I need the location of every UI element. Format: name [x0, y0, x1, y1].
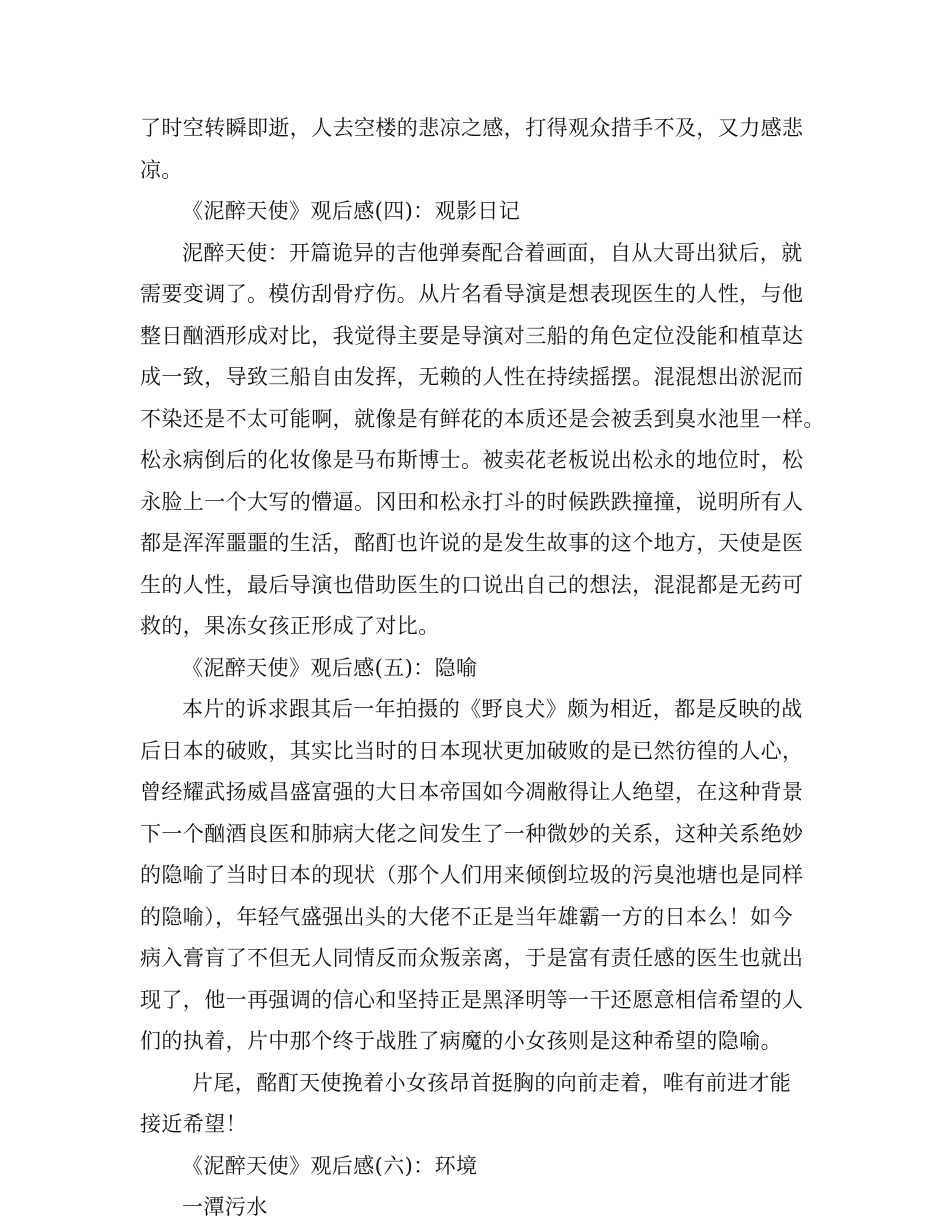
paragraph-start: 一潭污水	[182, 1195, 268, 1219]
section-heading: 《泥醉天使》观后感(六)：环境	[182, 1153, 478, 1178]
text-line: 永脸上一个大写的懵逼。冈田和松永打斗的时候跌跌撞撞，说明所有人	[140, 489, 804, 514]
paragraph-start: 片尾，酩酊天使挽着小女孩昂首挺胸的向前走着，唯有前进才能	[192, 1070, 792, 1095]
text-line: 的隐喻了当时日本的现状（那个人们用来倾倒垃圾的污臭池塘也是同样	[140, 863, 804, 887]
section-heading: 《泥醉天使》观后感(四)：观影日记	[182, 199, 521, 223]
text-line: 松永病倒后的化妆像是马布斯博士。被卖花老板说出松永的地位时，松	[140, 448, 804, 472]
paragraph-start: 泥醉天使：开篇诡异的吉他弹奏配合着画面，自从大哥出狱后，就	[182, 240, 803, 265]
text-line: 都是浑浑噩噩的生活，酩酊也许说的是发生故事的这个地方，天使是医	[140, 531, 804, 555]
text-line: 生的人性，最后导演也借助医生的口说出自己的想法，混混都是无药可	[140, 572, 804, 597]
paragraph-start: 本片的诉求跟其后一年拍摄的《野良犬》颇为相近，都是反映的战	[182, 697, 803, 721]
section-heading: 《泥醉天使》观后感(五)：隐喻	[182, 655, 478, 680]
text-line: 整日酗酒形成对比，我觉得主要是导演对三船的角色定位没能和植草达	[140, 323, 804, 348]
text-line: 成一致，导致三船自由发挥，无赖的人性在持续摇摆。混混想出淤泥而	[140, 365, 804, 389]
text-line: 曾经耀武扬威昌盛富强的大日本帝国如今凋敝得让人绝望，在这种背景	[140, 780, 804, 804]
text-line: 需要变调了。模仿刮骨疗伤。从片名看导演是想表现医生的人性，与他	[140, 282, 804, 306]
text-line: 们的执着，片中那个终于战胜了病魔的小女孩则是这种希望的隐喻。	[140, 1029, 782, 1053]
text-line: 接近希望！	[140, 1112, 247, 1136]
text-line: 的隐喻），年轻气盛强出头的大佬不正是当年雄霸一方的日本么！如今	[140, 904, 793, 929]
text-line: 现了，他一再强调的信心和坚持正是黑泽明等一干还愿意相信希望的人	[140, 987, 804, 1012]
text-line: 了时空转瞬即逝，人去空楼的悲凉之感，打得观众措手不及，又力感悲	[140, 116, 804, 140]
text-line: 凉。	[140, 157, 183, 182]
text-line: 不染还是不太可能啊，就像是有鲜花的本质还是会被丢到臭水池里一样。	[140, 406, 825, 431]
text-line: 病入膏肓了不但无人同情反而众叛亲离，于是富有责任感的医生也就出	[140, 946, 804, 970]
text-line: 下一个酗酒良医和肺病大佬之间发生了一种微妙的关系，这种关系绝妙	[140, 821, 804, 846]
text-line: 救的，果冻女孩正形成了对比。	[140, 614, 440, 638]
text-line: 后日本的破败，其实比当时的日本现状更加破败的是已然彷徨的人心，	[140, 738, 804, 763]
